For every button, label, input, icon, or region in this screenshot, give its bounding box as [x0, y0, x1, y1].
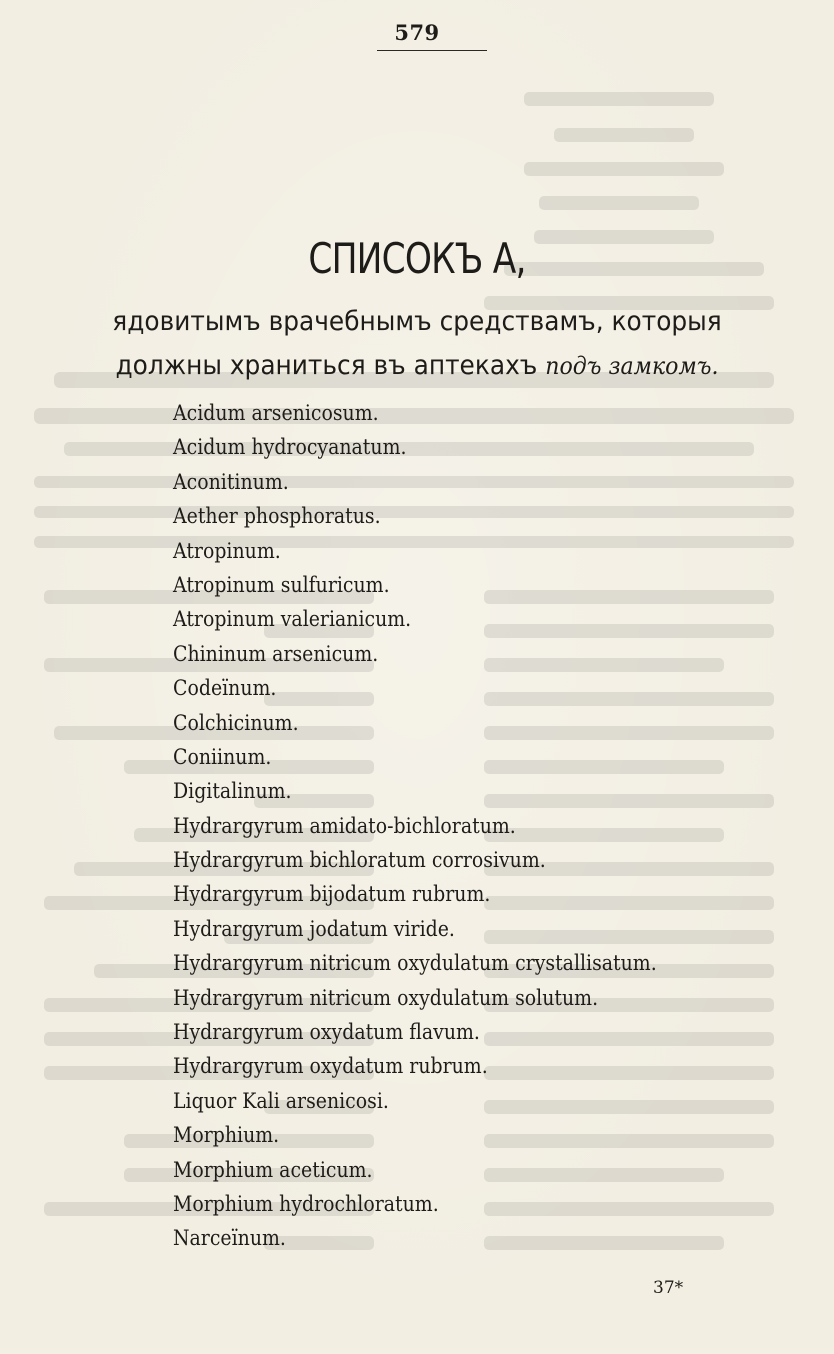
subtitle-line-2	[33, 350, 800, 381]
subtitle-line-2-text: должны храниться въ аптекахъ	[115, 350, 546, 381]
list-item: Digitalinum.	[173, 779, 292, 804]
list-item: Atropinum.	[173, 538, 281, 563]
list-item: Hydrargyrum amidato-bichloratum.	[173, 813, 516, 838]
subtitle-line-1: ядовитымъ врачебнымъ средствамъ, которыя	[112, 306, 722, 337]
poison-list	[173, 396, 711, 1256]
list-item: Atropinum valerianicum.	[173, 607, 412, 632]
page-number: 579	[394, 20, 440, 45]
list-item: Acidum hydrocyanatum.	[173, 435, 407, 460]
subtitle-emphasis: подъ замкомъ.	[545, 352, 719, 380]
list-item: Coniinum.	[173, 744, 272, 769]
header-rule	[377, 50, 487, 51]
list-item: Atropinum sulfuricum.	[173, 572, 390, 597]
list-item: Acidum arsenicosum.	[173, 401, 379, 425]
list-item: Hydrargyrum jodatum viride.	[173, 916, 455, 941]
list-item: Chininum arsenicum.	[173, 641, 379, 666]
list-item: Narceïnum.	[173, 1226, 286, 1251]
list-item: Aether phosphoratus.	[173, 504, 381, 529]
list-item: Morphium hydrochloratum.	[173, 1191, 439, 1216]
list-item: Morphium aceticum.	[173, 1157, 373, 1182]
list-item: Morphium.	[173, 1123, 280, 1148]
list-item: Hydrargyrum nitricum oxydulatum crystallisatum.	[173, 951, 657, 976]
list-item: Hydrargyrum bijodatum rubrum.	[173, 882, 491, 907]
list-item: Hydrargyrum nitricum oxydulatum solutum.	[173, 985, 599, 1010]
list-item: Hydrargyrum oxydatum rubrum.	[173, 1054, 488, 1079]
page-title: СПИСОКЪ А,	[308, 234, 526, 283]
signature-mark: 37*	[653, 1278, 684, 1298]
list-item: Hydrargyrum oxydatum flavum.	[173, 1020, 480, 1045]
list-item: Aconitinum.	[173, 469, 289, 494]
list-item: Liquor Kali arsenicosi.	[173, 1088, 389, 1113]
list-item: Hydrargyrum bichloratum corrosivum.	[173, 848, 546, 873]
list-item: Codeïnum.	[173, 676, 277, 701]
list-item: Colchicinum.	[173, 710, 299, 735]
